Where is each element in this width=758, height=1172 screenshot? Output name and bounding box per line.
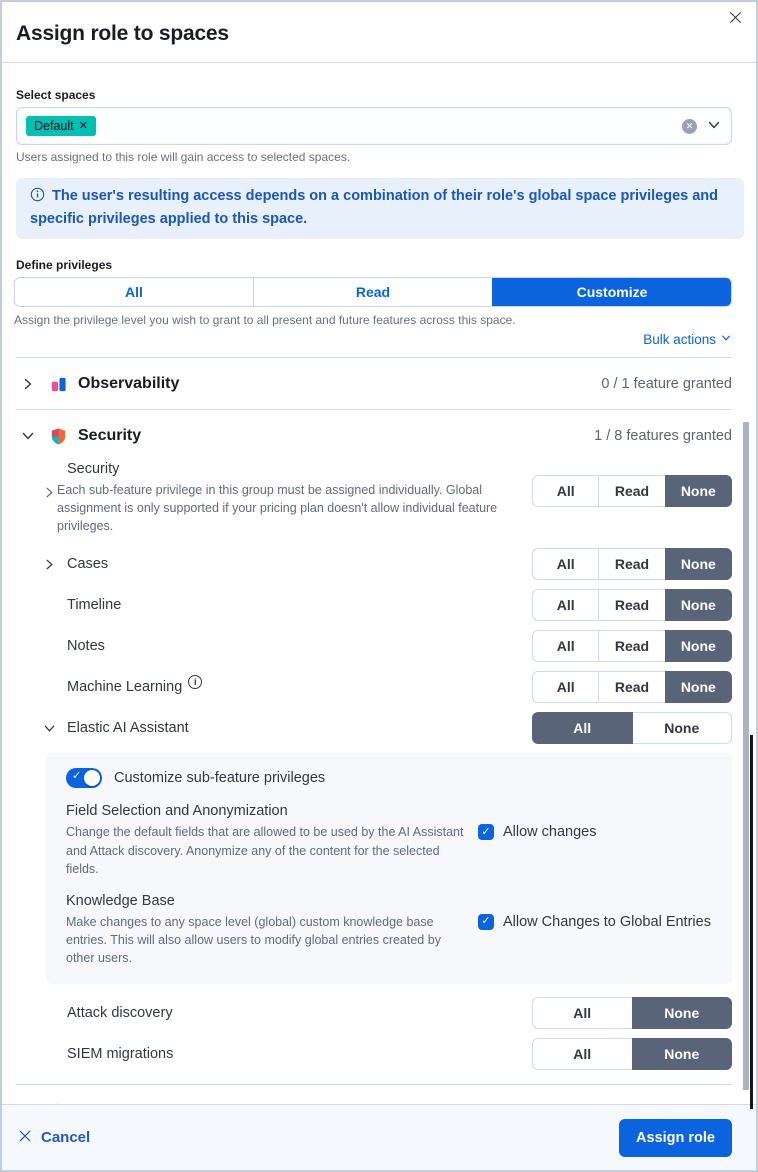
- privilege-help-text: Assign the privilege level you wish to grant to all present and future features across this space.: [14, 313, 516, 328]
- feature-label: SIEM migrations: [67, 1046, 174, 1063]
- chevron-right-icon[interactable]: [42, 557, 57, 572]
- toggle-label: Customize sub-feature privileges: [114, 770, 326, 787]
- accordion-observability[interactable]: [16, 358, 732, 409]
- read-button[interactable]: Read: [598, 548, 665, 580]
- chevron-down-icon[interactable]: [42, 721, 57, 736]
- modal-footer: [2, 1104, 756, 1170]
- category-count: 0 / 1 feature granted: [601, 376, 732, 393]
- category-title: Observability: [78, 375, 180, 393]
- none-button[interactable]: None: [632, 997, 733, 1029]
- privilege-group-security: [532, 475, 732, 507]
- feature-row-machine-learning: [42, 671, 732, 703]
- all-button[interactable]: All: [532, 548, 599, 580]
- info-callout-text: The user's resulting access depends on a combination of their role's global space privileges and specific privileges applied to this space.: [30, 188, 719, 228]
- none-button[interactable]: None: [632, 712, 733, 744]
- info-icon[interactable]: i: [188, 675, 202, 689]
- checkbox-checked-icon[interactable]: ✓: [478, 824, 494, 840]
- checkbox-label: Allow Changes to Global Entries: [503, 913, 711, 930]
- badge-remove-icon: ✕: [78, 119, 88, 132]
- privilege-group-machine-learning: [532, 671, 732, 703]
- close-icon: [728, 10, 743, 28]
- all-button[interactable]: All: [532, 630, 599, 662]
- chevron-right-icon[interactable]: [42, 485, 57, 500]
- chevron-right-icon[interactable]: [20, 376, 36, 392]
- privilege-group-siem-migrations: [532, 1038, 732, 1070]
- feature-row-timeline: [42, 589, 732, 621]
- feature-row-notes: [42, 630, 732, 662]
- cancel-button[interactable]: [18, 1129, 90, 1147]
- customize-subfeatures-toggle[interactable]: [66, 768, 102, 788]
- feature-row-siem-migrations: [42, 1038, 732, 1070]
- subfeature-description: Change the default fields that are allowed to be used by the AI Assistant and Attack discovery. Anonymize any of the content for the selected fields.: [66, 825, 464, 876]
- privilege-group-attack-discovery: [532, 997, 732, 1029]
- read-privilege-button[interactable]: Read: [253, 278, 492, 306]
- feature-label: Notes: [67, 638, 105, 655]
- space-badge-default[interactable]: [26, 116, 96, 136]
- security-shield-icon: [48, 426, 68, 446]
- bulk-actions-row: [16, 332, 732, 347]
- close-button[interactable]: [724, 8, 746, 30]
- feature-row-attack-discovery: [42, 997, 732, 1029]
- feature-label: Cases: [67, 556, 109, 573]
- info-icon: [30, 187, 45, 209]
- feature-row-cases: [42, 548, 732, 580]
- none-button[interactable]: None: [665, 475, 732, 507]
- checkbox-checked-icon[interactable]: ✓: [478, 914, 494, 930]
- info-callout: [16, 178, 744, 239]
- all-privilege-button[interactable]: All: [15, 278, 253, 306]
- all-button[interactable]: All: [532, 712, 633, 744]
- feature-description: Each sub-feature privilege in this group must be assigned individually. Global assignment is only supported if your pricing plan doesn't allow individual feature privileges.: [57, 483, 498, 534]
- bulk-actions-label: Bulk actions: [643, 332, 716, 348]
- ai-subfeatures-panel: [46, 753, 732, 984]
- all-button[interactable]: All: [532, 475, 599, 507]
- all-button[interactable]: All: [532, 1038, 633, 1070]
- category-title: Security: [78, 427, 142, 445]
- page-scrollbar-thumb[interactable]: [750, 735, 753, 1109]
- chevron-down-icon: [720, 332, 732, 347]
- none-button[interactable]: None: [665, 548, 732, 580]
- privilege-group-notes: [532, 630, 732, 662]
- feature-label: Timeline: [67, 597, 122, 614]
- select-spaces-label: Select spaces: [16, 88, 96, 102]
- bulk-actions-button[interactable]: [643, 332, 732, 347]
- cancel-x-icon: [18, 1129, 32, 1147]
- clear-icon: ✕: [685, 120, 694, 131]
- feature-label: Machine Learning: [67, 679, 183, 696]
- subfeature-title: Field Selection and Anonymization: [66, 803, 288, 820]
- all-button[interactable]: All: [532, 671, 599, 703]
- subfeature-knowledge-base: [66, 893, 716, 967]
- select-spaces-help: Users assigned to this role will gain access to selected spaces.: [16, 150, 351, 164]
- cancel-label: Cancel: [41, 1129, 91, 1146]
- inner-scrollbar-thumb[interactable]: [743, 422, 749, 1090]
- feature-row-elastic-ai-assistant: [42, 712, 732, 744]
- checkbox-label: Allow changes: [503, 824, 597, 841]
- chevron-down-icon[interactable]: [20, 428, 36, 444]
- customize-privilege-button[interactable]: Customize: [492, 278, 731, 306]
- none-button[interactable]: None: [665, 589, 732, 621]
- privilege-group-elastic-ai-assistant: [532, 712, 732, 744]
- customize-subfeatures-row: [66, 768, 716, 788]
- accordion-security[interactable]: [16, 410, 732, 448]
- page-title: Assign role to spaces: [16, 22, 229, 45]
- clear-selection-button[interactable]: [682, 119, 697, 134]
- none-button[interactable]: None: [665, 630, 732, 662]
- read-button[interactable]: Read: [598, 475, 665, 507]
- observability-icon: [48, 374, 68, 394]
- none-button[interactable]: None: [632, 1038, 733, 1070]
- combobox-toggle-button[interactable]: [706, 117, 722, 136]
- feature-row-security: [42, 461, 732, 535]
- security-feature-table: [16, 461, 732, 1084]
- modal-body: [2, 88, 756, 1136]
- none-button[interactable]: None: [665, 671, 732, 703]
- subfeature-field-selection: [66, 803, 716, 877]
- allow-changes-checkbox-row[interactable]: [478, 824, 597, 840]
- category-count: 1 / 8 features granted: [594, 428, 732, 445]
- spaces-combobox[interactable]: [16, 107, 732, 145]
- allow-global-entries-checkbox-row[interactable]: [478, 914, 711, 930]
- read-button[interactable]: Read: [598, 589, 665, 621]
- chevron-down-icon: [706, 117, 722, 136]
- subfeature-title: Knowledge Base: [66, 892, 175, 909]
- assign-role-button[interactable]: Assign role: [619, 1119, 732, 1157]
- privilege-group-cases: [532, 548, 732, 580]
- all-button[interactable]: All: [532, 589, 599, 621]
- define-privileges-label: Define privileges: [16, 258, 113, 273]
- space-badge-label: Default: [34, 119, 74, 133]
- privilege-level-button-group: [14, 277, 732, 307]
- feature-label: Attack discovery: [67, 1005, 173, 1022]
- all-button[interactable]: All: [532, 997, 633, 1029]
- feature-label: Elastic AI Assistant: [67, 720, 189, 737]
- read-button[interactable]: Read: [598, 630, 665, 662]
- read-button[interactable]: Read: [598, 671, 665, 703]
- modal-header: [2, 2, 756, 63]
- privilege-group-timeline: [532, 589, 732, 621]
- feature-label: Security: [67, 461, 120, 478]
- subfeature-description: Make changes to any space level (global) custom knowledge base entries. This will also allow users to modify global entries created by other users.: [66, 914, 441, 966]
